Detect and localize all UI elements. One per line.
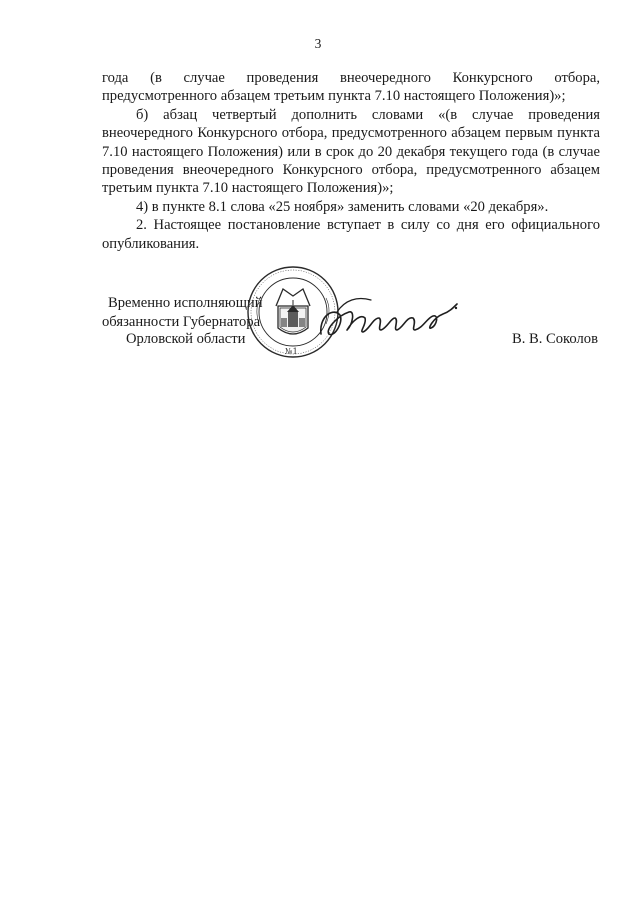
signer-name: В. В. Соколов xyxy=(511,331,598,347)
svg-text:№1: №1 xyxy=(285,347,298,356)
page-number: 3 xyxy=(314,36,322,51)
document-body xyxy=(102,69,600,253)
handwritten-signature xyxy=(315,290,465,350)
paragraph-subitem-b: б) абзац четвертый дополнить словами «(в случае проведения внеочередного Конкурсного отбора, предусмотренного абзацем первым пункта 7.10 настоящего Положения) или в срок до 20 декабря текущего года (в случае проведения внеочередного Конкурсного отбора, предусмотренного абзацем третьим пункта 7.10 настоящего Положения)»; xyxy=(102,106,600,197)
signatory-position-line-2: обязанности Губернатора xyxy=(102,314,261,330)
signatory-position-line-1: Временно исполняющий xyxy=(108,295,263,311)
paragraph-item-4: 4) в пункте 8.1 слова «25 ноября» заменить словами «20 декабря». xyxy=(136,198,549,215)
paragraph-continuation: года (в случае проведения внеочередного Конкурсного отбора, предусмотренного абзацем третьим пункта 7.10 настоящего Положения)»; xyxy=(102,70,600,105)
paragraph-item-2: 2. Настоящее постановление вступает в силу со дня его официального опубликования. xyxy=(102,217,600,252)
signatory-position-line-3: Орловской области xyxy=(126,331,246,347)
